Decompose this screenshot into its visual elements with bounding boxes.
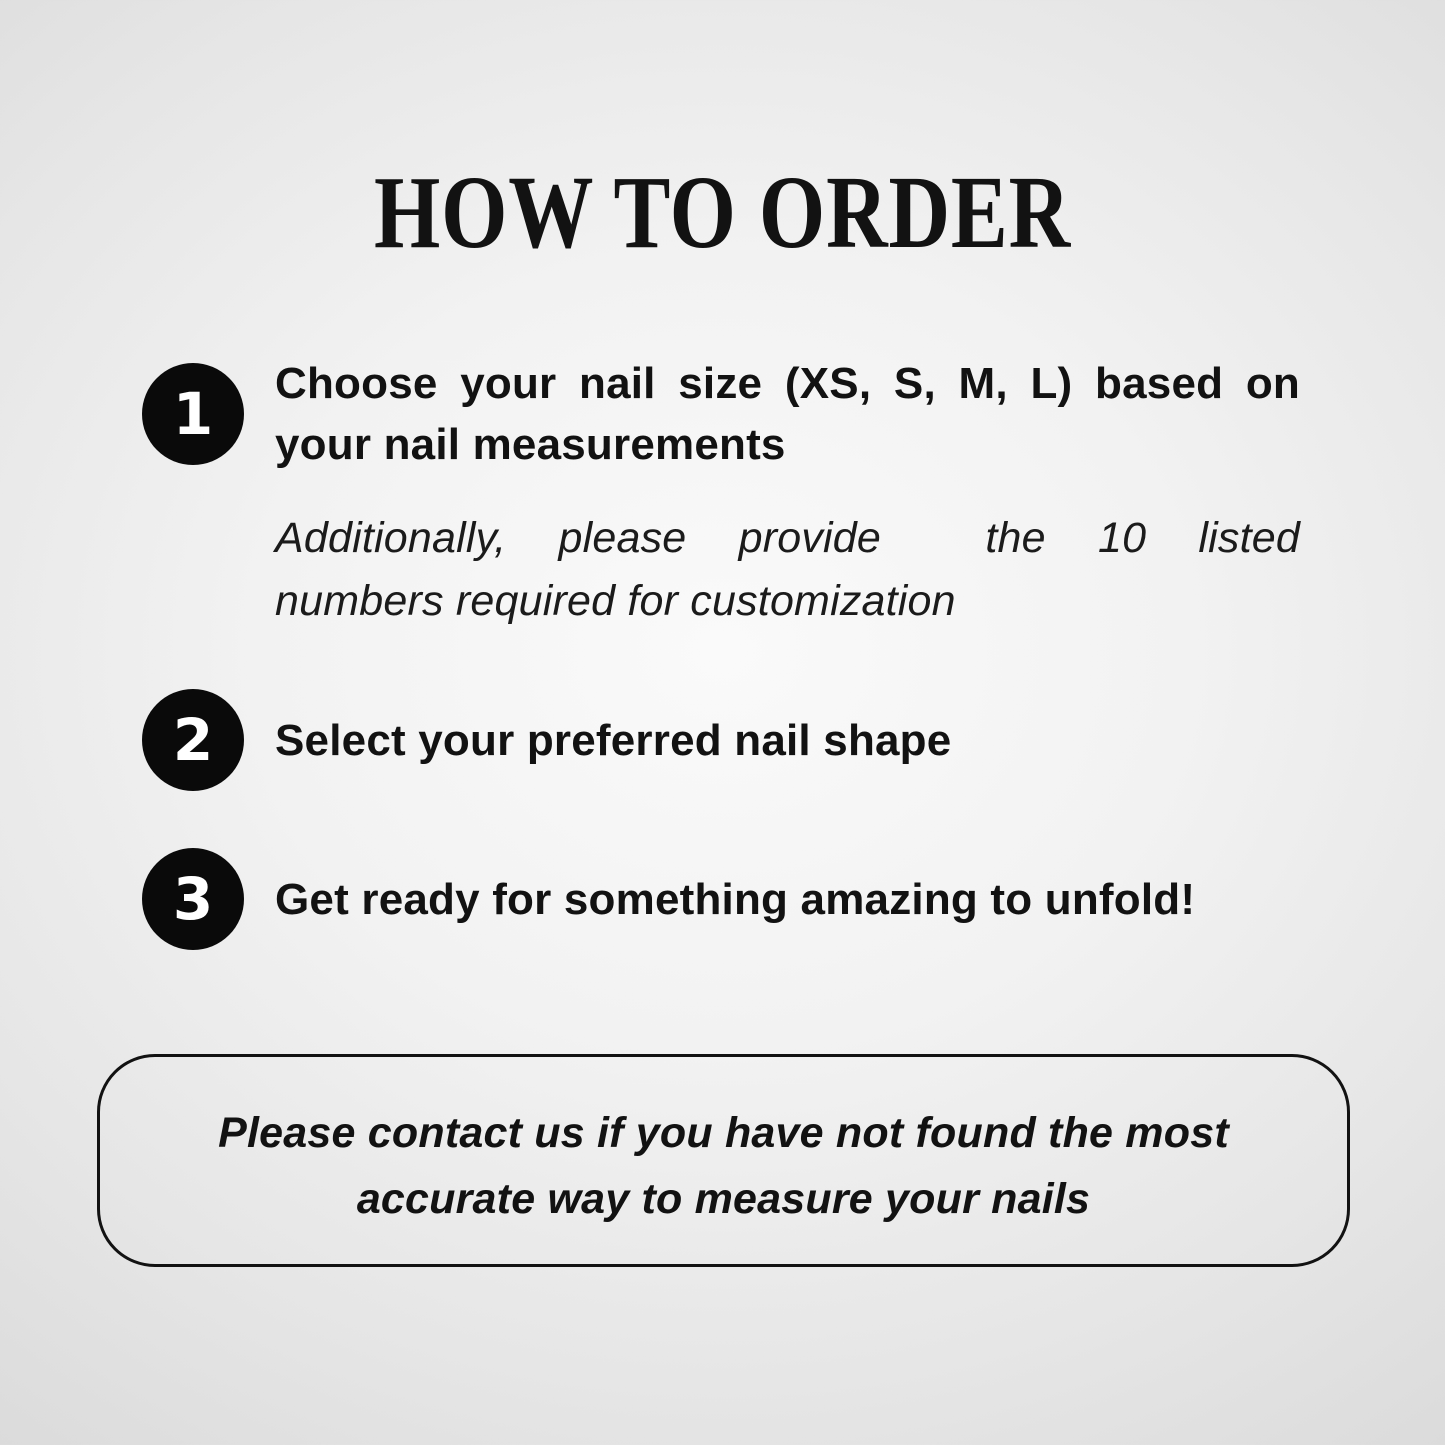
step-3-heading-line-1: Get ready for something amazing to unfold!: [275, 874, 1196, 924]
step-2-number: 2: [172, 706, 214, 775]
step-2-heading: [275, 710, 1300, 771]
step-2: [142, 689, 1300, 791]
step-1-note-line-2: numbers required for customization: [275, 577, 956, 626]
step-1-heading-line-1: Choose your nail size (XS, S, M, L) based on: [275, 359, 1300, 409]
step-2-number-badge: [142, 689, 244, 791]
step-1-heading: [275, 353, 1300, 475]
contact-note-box: [97, 1054, 1350, 1267]
step-1-note: [275, 507, 1300, 633]
step-2-heading-line-1: Select your preferred nail shape: [275, 715, 952, 765]
step-1: [142, 353, 1300, 475]
step-3-heading: [275, 869, 1300, 930]
contact-note-line-1: Please contact us if you have not found the most: [218, 1108, 1229, 1157]
how-to-order-infographic: [0, 155, 1445, 1445]
step-1-number: 1: [172, 380, 214, 449]
steps-list: [0, 353, 1445, 950]
step-1-note-line-1: Additionally, please provide the 10 listed: [275, 514, 1300, 563]
step-1-number-badge: [142, 363, 244, 465]
step-1-heading-line-2: your nail measurements: [275, 420, 786, 470]
contact-note-line-2: accurate way to measure your nails: [356, 1174, 1091, 1223]
step-3-number: 3: [172, 865, 214, 934]
page-title: HOW TO ORDER: [374, 155, 1071, 270]
step-3-number-badge: [142, 848, 244, 950]
step-3: [142, 848, 1300, 950]
